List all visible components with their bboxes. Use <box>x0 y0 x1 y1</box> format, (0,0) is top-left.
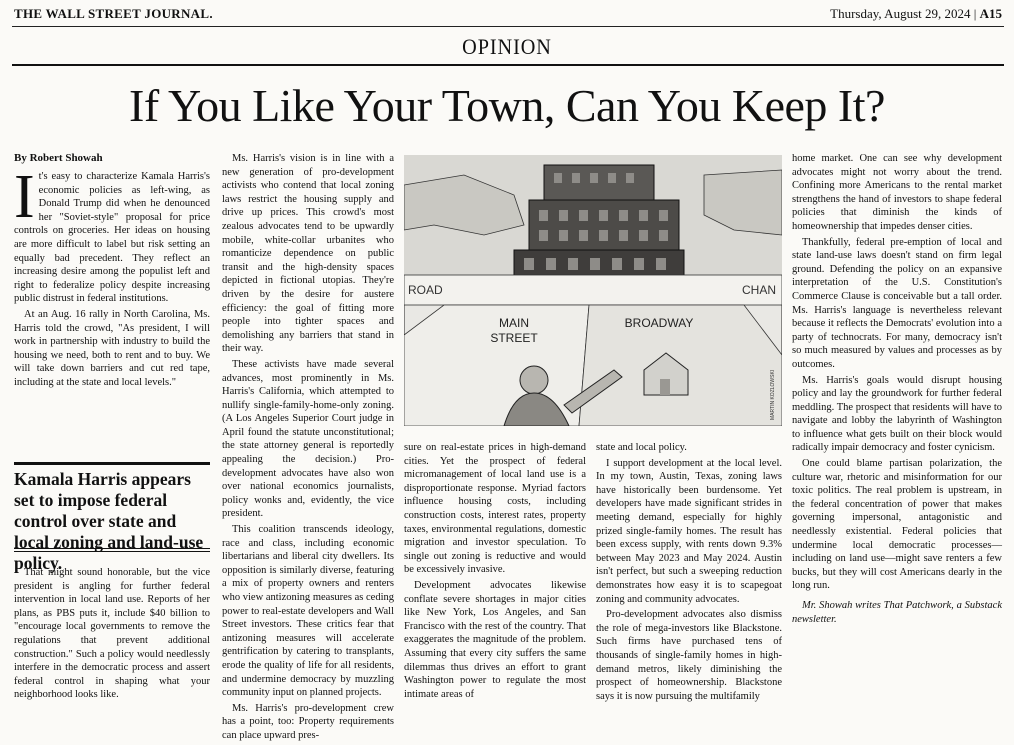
col2-paragraph-1: Ms. Harris's vision is in line with a new generation of pro-development activists who contend that local zoning laws restrict the housing supply and drive up prices. This crowd's most zealous advocates tend to be upwardly mobile, white-collar urbanites who romanticize dependence on public transit and the high-density spaces depicted in fictional utopias. They're driven by the desire for austere efficiency: the goal of fitting more people into tighter spaces and demolishing any barriers that stand in their way. <box>222 153 394 355</box>
column-3 <box>404 441 586 703</box>
masthead: THE WALL STREET JOURNAL. <box>14 6 213 21</box>
section-title: OPINION <box>462 34 552 59</box>
col4-paragraph-1: state and local policy. <box>596 442 687 453</box>
street-label-street: STREET <box>490 331 538 345</box>
column-2 <box>222 152 394 745</box>
byline: By Robert Showah <box>14 152 103 164</box>
author-signature: Mr. Showah writes That Patchwork, a Substack newsletter. <box>792 600 1002 625</box>
illustration-credit: MARTIN KOZLOWSKI <box>770 369 776 420</box>
date: Thursday, August 29, 2024 <box>830 6 971 21</box>
col1-p1-text: t's easy to characterize Kamala Harris's economic policies as left-wing, as Donald Trump did when he denounced her "Soviet-style" proposal for price controls on groceries. Her ideas on housing are more difficult to label but risk setting an equally bad precedent. They reflect an increasing desire among the populist left and right to federalize policy despite increasing public distrust in federal institutions. <box>14 171 210 305</box>
pull-quote: Kamala Harris appears set to impose federal control over state and local zoning and land-use policy. <box>14 462 210 574</box>
street-label-main: MAIN <box>499 316 529 330</box>
separator: | <box>970 6 980 21</box>
column-4 <box>596 441 782 705</box>
column-1-lower <box>14 566 210 704</box>
pull-quote-rule <box>14 548 210 549</box>
col3-paragraph-1: sure on real-estate prices in high-demand cities. Yet the prospect of federal micromanagement of local land use is a disproportionate response. Myriad factors influence housing costs, including construction costs, interest rates, property taxes, environmental regulations, domestic migration and investor speculation. To single out zoning is reductive and would be excessively invasive. <box>404 442 586 576</box>
top-rule <box>12 26 1004 27</box>
col5-paragraph-2: Thankfully, federal pre-emption of local and state land-use laws doesn't stand on firm legal ground. Defending the policy on an expansive interpretation of the U.S. Constitution's Commerce Clause is conceivable but a tall order. Ms. Harris's language is nevertheless relevant because it reflects the Democrats' evolution into a party of technocrats. For many, democracy isn't so much measured by values and processes as by outcomes. <box>792 236 1002 370</box>
edge-left-label: ROAD <box>408 283 443 297</box>
col5-paragraph-3: Ms. Harris's goals would disrupt housing policy and lay the groundwork for further federal meddling. The prospect that residents will have to navigate and lobby the labyrinth of Washington to influence what gets built on their block would radically impair democracy and foster cynicism. <box>792 374 1002 454</box>
pull-quote-rule-2 <box>14 551 210 552</box>
col2-paragraph-4: Ms. Harris's pro-development crew has a point, too: Property requirements can place upward pres- <box>222 702 394 741</box>
col1-paragraph-1 <box>14 163 210 306</box>
col2-paragraph-3: This coalition transcends ideology, race and class, including economic libertarians and liberal city dwellers. Its opposition is similarly diverse, featuring a mix of property owners and renters who view antizoning measures as ceding power to real-estate developers and Wall Street investors. These critics fear that antizoning measures will accelerate gentrification by catering to transplants, erode the quality of life for all residents, and undermine democracy by muzzling community input on planned projects. <box>222 524 394 699</box>
illustration <box>404 155 782 426</box>
column-1 <box>14 163 210 392</box>
section-rule <box>12 64 1004 66</box>
col1-paragraph-3: That might sound honorable, but the vice president is angling for further federal intervention in local land use. Reports of her plans, as PBS puts it, include $40 billion to "encourage local governments to remove the regulations that prevent additional construction." Such a policy would needlessly interfere in the democratic process and assert federal control in shaping what your neighborhood looks like. <box>14 567 210 701</box>
street-label-broadway: BROADWAY <box>624 316 694 330</box>
col4-paragraph-2: I support development at the local level. In my town, Austin, Texas, zoning laws have historically been burdensome. Yet developers have made significant strides in meeting demand, especially for highly prized single-family homes. The result has been excess supply, with rents down 9.3% between May 2023 and May 2024. Austin isn't perfect, but such a sweeping reduction demonstrates how easy it is to scapegoat zoning and community advocates. <box>596 457 782 605</box>
col2-paragraph-2: These activists have made several advances, most prominently in Ms. Harris's California, which attempted to nullify single-family-home-only zoning. (A Los Angeles Superior Court judge in April found the statute unconstitutional; the state attorney general is reportedly appealing the decision.) Pro-development advocates have also won over national economics journalists, policy wonks and, evidently, the vice president. <box>222 358 394 520</box>
page-number: A15 <box>979 6 1002 21</box>
headline: If You Like Your Town, Can You Keep It? <box>129 80 885 131</box>
col4-paragraph-3: Pro-development advocates also dismiss the role of mega-investors like Blackstone. Such firms have purchased tens of thousands of single-family homes in high-demand metros, likely diminishing the prospect of homeownership. Blackstone says it is now pursuing the multifamily <box>596 609 782 702</box>
col3-paragraph-2: Development advocates likewise conflate severe shortages in major cities like New York, Los Angeles, and San Francisco with the rest of the country. That exaggerates the magnitude of the problem. Assuming that every city suffers the same dilemmas thus drives an effort to grant Washington power to regulate the most intimate areas of <box>404 579 586 700</box>
edge-right-label: CHAN <box>742 283 777 297</box>
dateline <box>830 6 1002 22</box>
drop-cap: I <box>14 163 35 231</box>
col1-paragraph-2: At an Aug. 16 rally in North Carolina, Ms. Harris told the crowd, "As president, I will work in partnership with industry to build the housing we need, both to rent and to buy. We will take down barriers and cut red tape, including at the state and local levels." <box>14 308 210 388</box>
col5-paragraph-1: home market. One can see why development advocates might not worry about the trend. Confining more Americans to the rental market strengthens the hand of investors to shape federal policies that diminish the kinds of homeownership that impedes denser cities. <box>792 153 1002 232</box>
col5-paragraph-4: One could blame partisan polarization, the culture war, rhetoric and misinformation for our toxic politics. The real problem is upstream, in the federal concentration of power that makes governing impersonal, antagonistic and needlessly existential. Federal policies that undermine local democratic processes—including on land use—might save renters a few bucks, but they will cost Americans dearly in the long run. <box>792 458 1002 592</box>
column-5 <box>792 152 1002 628</box>
